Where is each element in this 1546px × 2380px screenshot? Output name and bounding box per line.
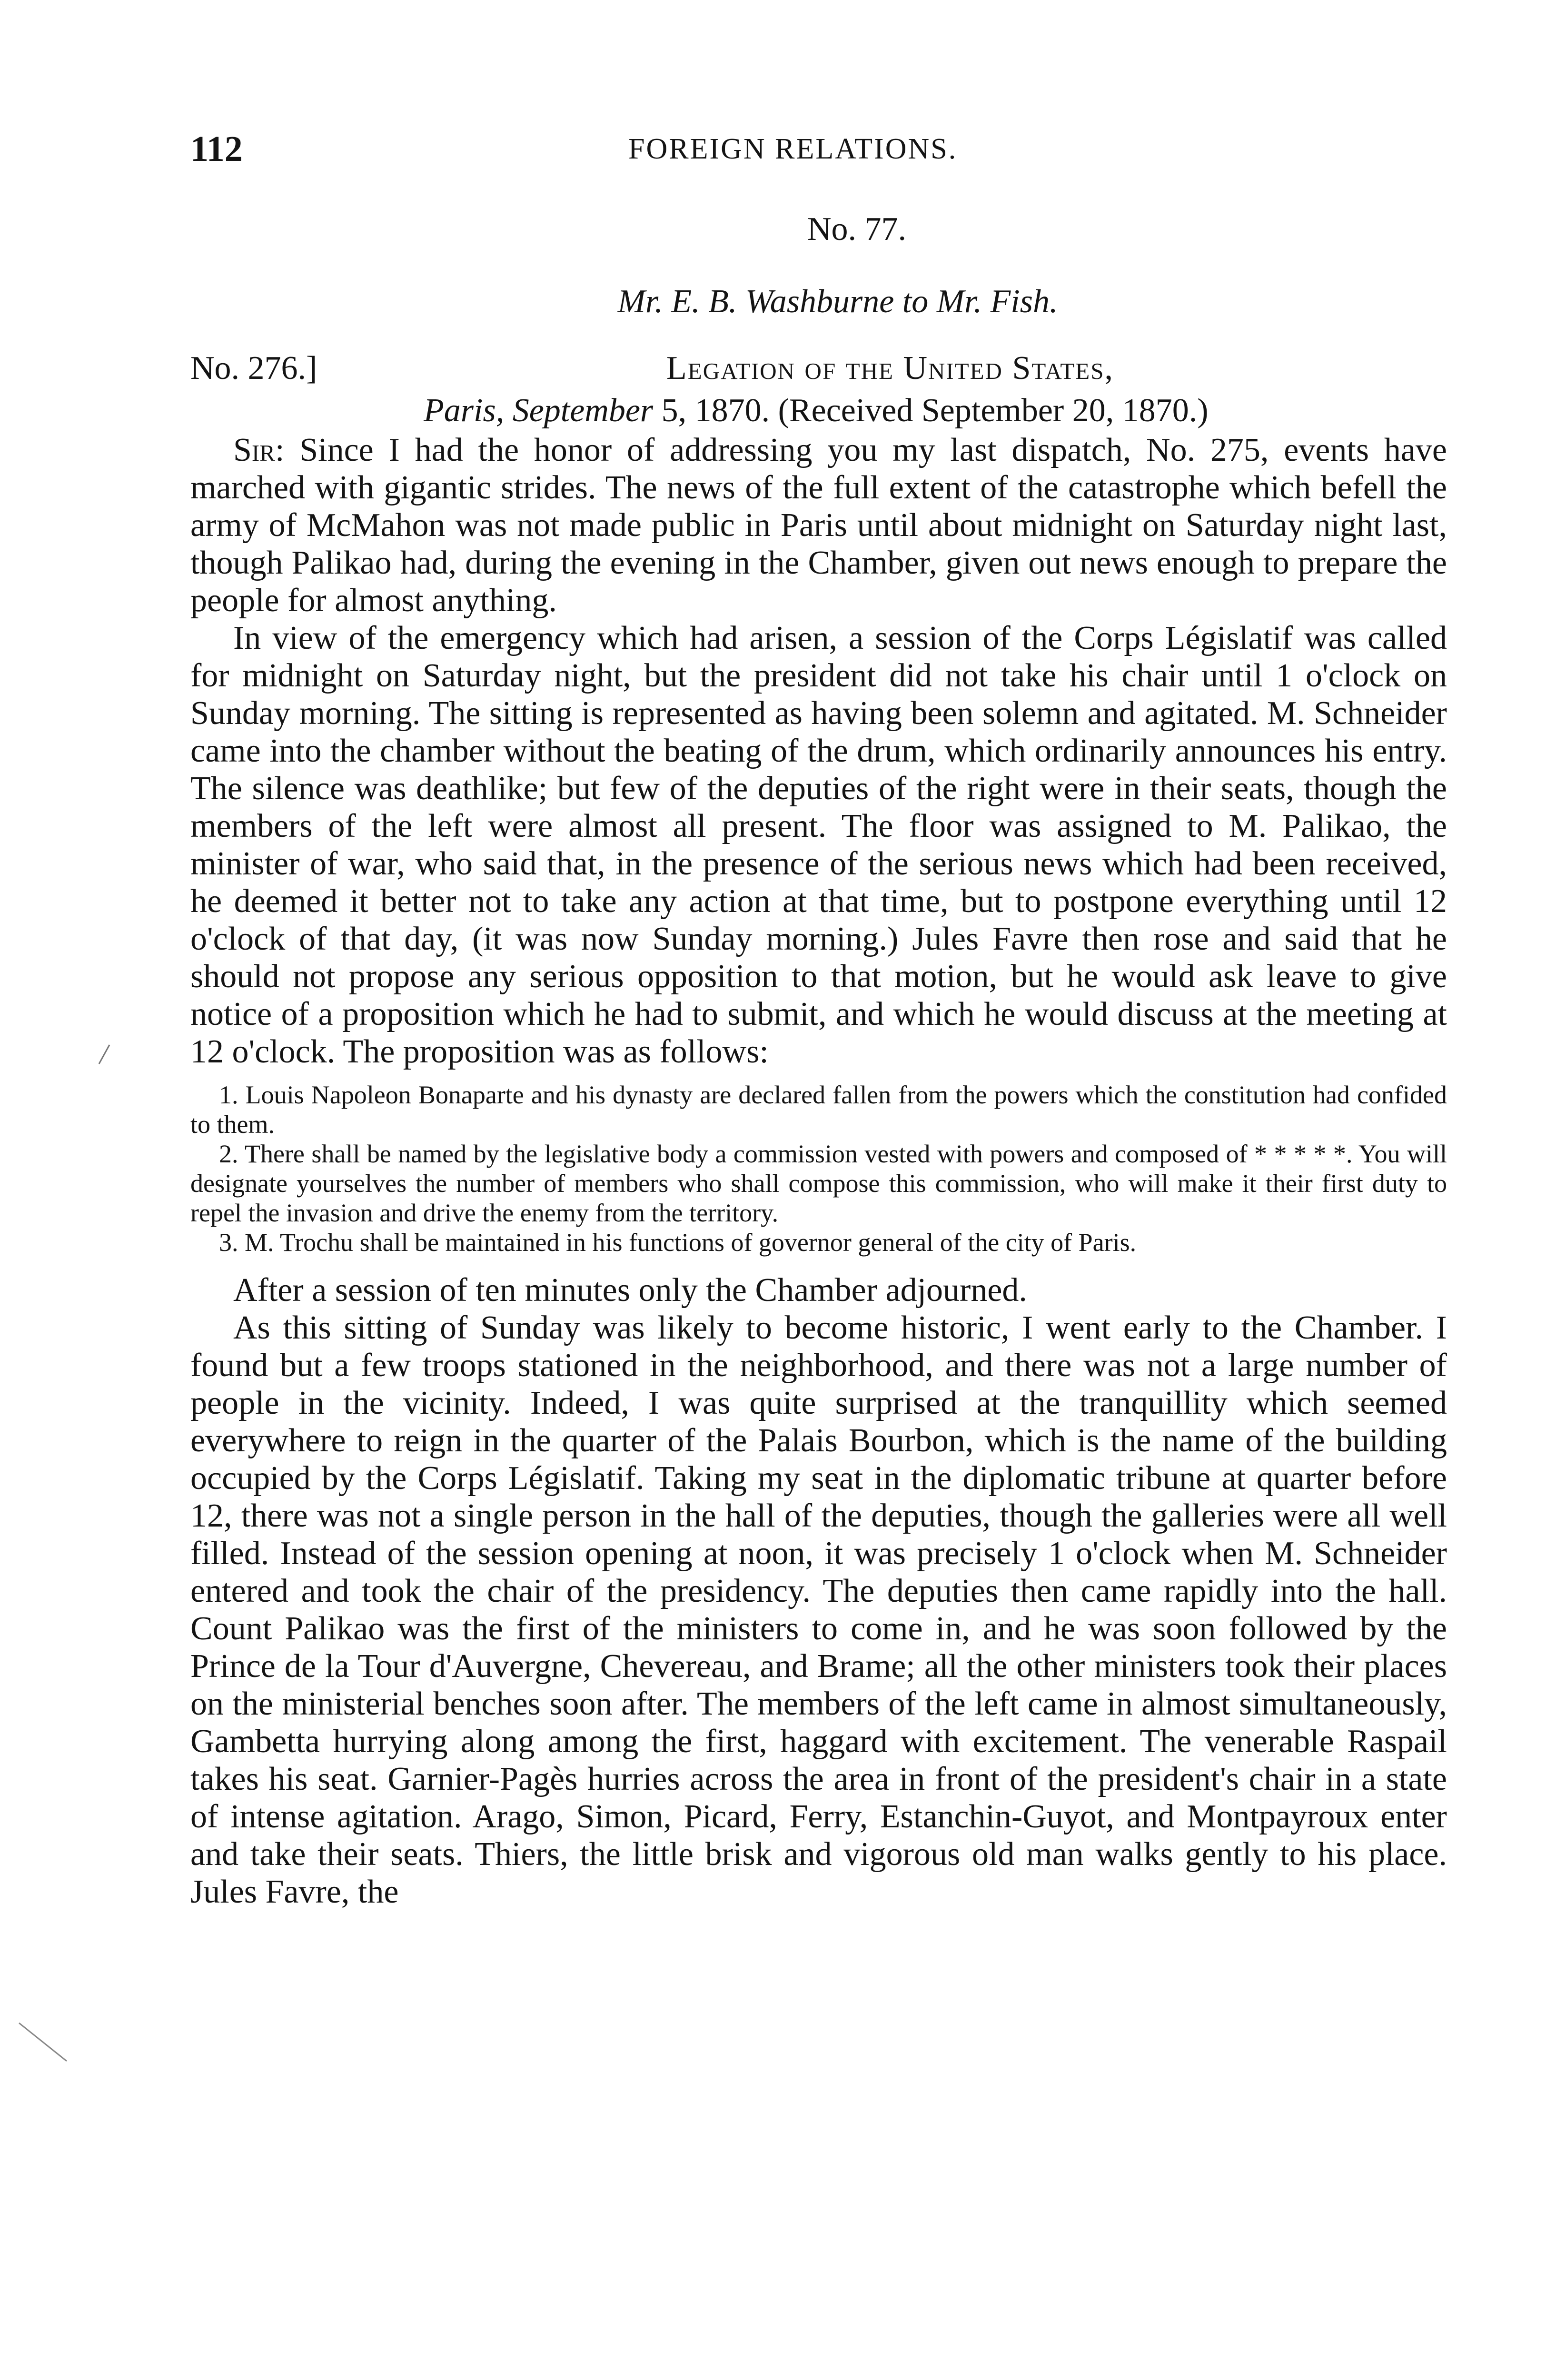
dispatch-number: No. 276.] [190,350,317,387]
document-number: No. 77. [807,211,907,248]
resolution-item: 3. M. Trochu shall be maintained in his functions of governor general of the city of Paris. [219,1228,1137,1257]
page-number: 112 [190,129,243,169]
resolution-item: 1. Louis Napoleon Bonaparte and his dynasty are declared fallen from the powers which the constitution had confided to them. [190,1081,1447,1139]
running-head [190,129,1447,186]
margin-pencil-stroke [14,2018,71,2066]
dispatch-line [190,349,1447,390]
resolution-list [190,1080,1447,1257]
paragraph-2: In view of the emergency which had arisen, a session of the Corps Législatif was called for midnight on Saturday night, but the president did not take his chair until 1 o'clock on Sunday morning. The sitting is represented as having been solemn and agitated. M. Schneider came into the chamber without the beating of the drum, which ordinarily announces his entry. The silence was deathlike; but few of the deputies of the right were in their seats, though the members of the left were almost all present. The floor was assigned to M. Palikao, the minister of war, who said that, in the presence of the serious news which had been received, he deemed it better not to take any action at that time, but to postpone everything until 12 o'clock of that day, (it was now Sunday morning.) Jules Favre then rose and said that he should not propose any serious opposition to that motion, but he would ask leave to give notice of a proposition which he had to submit, and which he would discuss at the meeting at 12 o'clock. The proposition was as follows: [190,620,1447,1070]
paragraph-3: After a session of ten minutes only the Chamber adjourned. [233,1272,1027,1309]
dateline-rest: 5, 1870. (Received September 20, 1870.) [653,392,1209,429]
running-title: FOREIGN RELATIONS. [628,133,958,165]
paragraph-1-text: : Since I had the honor of addressing you my last dispatch, No. 275, events have marched with gigantic strides. The news of the full extent of the catastrophe which befell the army of McMahon was not made public in Paris until about midnight on Saturday night last, though Palikao had, during the evening in the Chamber, given out news enough to prepare the people for almost anything. [190,432,1447,619]
paragraph-1 [190,431,1447,619]
margin-pencil-mark [95,1042,114,1066]
salutation: Sir [233,432,275,468]
dateline [190,390,1447,431]
resolution-item: 2. There shall be named by the legislative body a commission vested with powers and composed of * * * * *. You will designate yourselves the number of members who shall compose this commission, who will make it their first duty to repel the invasion and drive the enemy from the territory. [190,1140,1447,1227]
legation-name: Legation of the United States, [666,350,1114,387]
document-page [190,129,1447,1911]
dateline-place: Paris, September [424,392,654,429]
paragraph-4: As this sitting of Sunday was likely to become historic, I went early to the Chamber. I found but a few troops stationed in the neighborhood, and there was not a large number of people in the vicinity. Indeed, I was quite surprised at the tranquillity which seemed everywhere to reign in the quarter of the Palais Bourbon, which is the name of the building occupied by the Corps Législatif. Taking my seat in the diplomatic tribune at quarter before 12, there was not a single person in the hall of the deputies, though the galleries were all well filled. Instead of the session opening at noon, it was precisely 1 o'clock when M. Schneider entered and took the chair of the presidency. The deputies then came rapidly into the hall. Count Palikao was the first of the ministers to come in, and he was soon followed by the Prince de la Tour d'Auvergne, Chevereau, and Brame; all the other ministers took their places on the ministerial benches soon after. The members of the left came in almost simultaneously, Gambetta hurrying along among the first, haggard with excitement. The venerable Raspail takes his seat. Garnier-Pagès hurries across the area in front of the president's chair in a state of intense agitation. Arago, Simon, Picard, Ferry, Estanchin-Guyot, and Montpayroux enter and take their seats. Thiers, the little brisk and vigorous old man walks gently to his place. Jules Favre, the [190,1309,1447,1910]
document-heading: Mr. E. B. Washburne to Mr. Fish. [617,283,1058,320]
